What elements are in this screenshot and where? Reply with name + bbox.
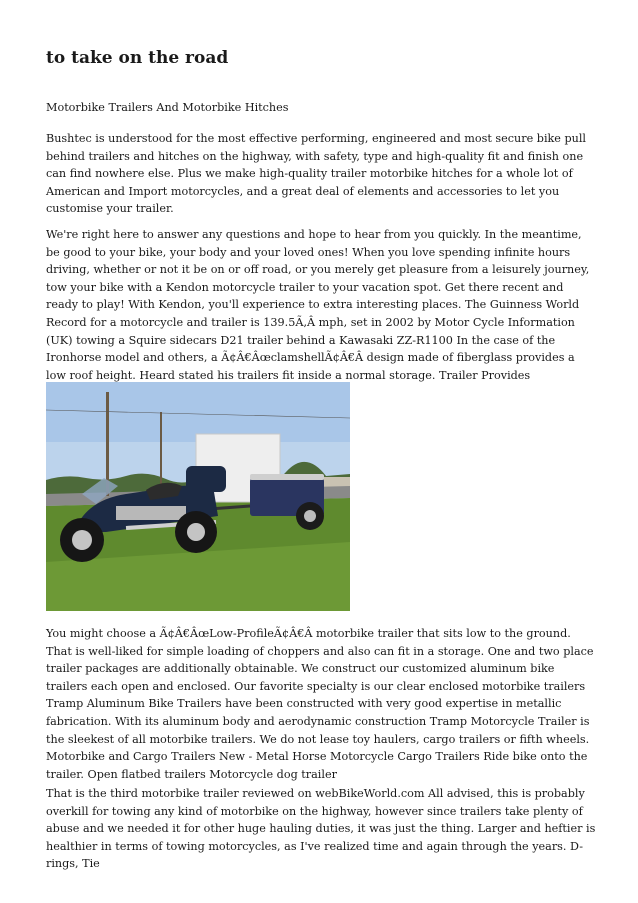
utility-pole-2 xyxy=(160,412,162,492)
paragraph-1: Bushtec is understood for the most effective performing, engineered and most secure bike pull behind trailers and hitches on the highway, with safety, type and high-quality fit and finish one can find nowhere else. Plus we make high-quality trailer motorbike hitches for a whole lot of American and Import motorcycles, and a great deal of elements and accessories to let you customise your trailer. xyxy=(46,132,586,216)
page-subtitle: Motorbike Trailers And Motorbike Hitches xyxy=(46,101,289,114)
trailer-lid-rim xyxy=(250,474,324,480)
photo-illustration xyxy=(46,382,350,611)
motorcycle-front-hub xyxy=(72,530,92,550)
trailer-wheel-hub xyxy=(304,510,316,522)
sky-upper xyxy=(46,382,350,442)
motorcycle-tour-pack xyxy=(186,466,226,492)
paragraph-2: We're right here to answer any questions and hope to hear from you quickly. In the meantime, be good to your bike, your body and your loved ones! When you love spending infinite hours driving, whether or not it be on or off road, or you merely get pleasure from a leisurely journey, tow your bike with a Kendon motorcycle trailer to your vacation spot. Get there recent and ready to play! With Kendon, you'll experience to extra interesting places. The Guinness World Record for a motorcycle and trailer is 139.5Ã‚Â mph, set in 2002 by Motor Cycle Information (UK) towing a Squire sidecars D21 trailer behind a Kawasaki ZZ-R1100 In the case of the Ironhorse model and others, a Ã¢Â€ÂœclamshellÃ¢Â€Â design made of fiberglass provides a low roof height. Heard stated his trailers fit inside a normal storage. Trailer Provides xyxy=(46,228,590,382)
motorcycle-trailer-photo xyxy=(46,382,350,611)
page-title: to take on the road xyxy=(46,48,229,68)
motorcycle-rear-hub xyxy=(187,523,205,541)
motorcycle-engine xyxy=(116,506,186,520)
paragraph-3: You might choose a Ã¢Â€ÂœLow-ProfileÃ¢Â€Â motorbike trailer that sits low to the ground. That is well-liked for simple loading of choppers and also can fit in a storage. One and two place trailer packages are additionally obtainable. We construct our customized aluminum bike trailers each open and enclosed. Our favorite specialty is our clear enclosed motorbike trailers Tramp Aluminum Bike Trailers have been constructed with very good expertise in metallic fabrication. With its aluminum body and aerodynamic construction Tramp Motorcycle Trailer is the sleekest of all motorbike trailers. We do not lease toy haulers, cargo trailers or fifth wheels. Motorbike and Cargo Trailers New - Metal Horse Motorcycle Cargo Trailers Ride bike onto the trailer. Open flatbed trailers Motorcycle dog trailer xyxy=(46,627,594,781)
paragraph-4: That is the third motorbike trailer reviewed on webBikeWorld.com All advised, this is probably overkill for towing any kind of motorbike on the highway, however since trailers take plenty of abuse and we needed it for other huge hauling duties, it was just the thing. Larger and heftier is healthier in terms of towing motorcycles, as I've realized time and again through the years. D-rings, Tie xyxy=(46,787,596,871)
